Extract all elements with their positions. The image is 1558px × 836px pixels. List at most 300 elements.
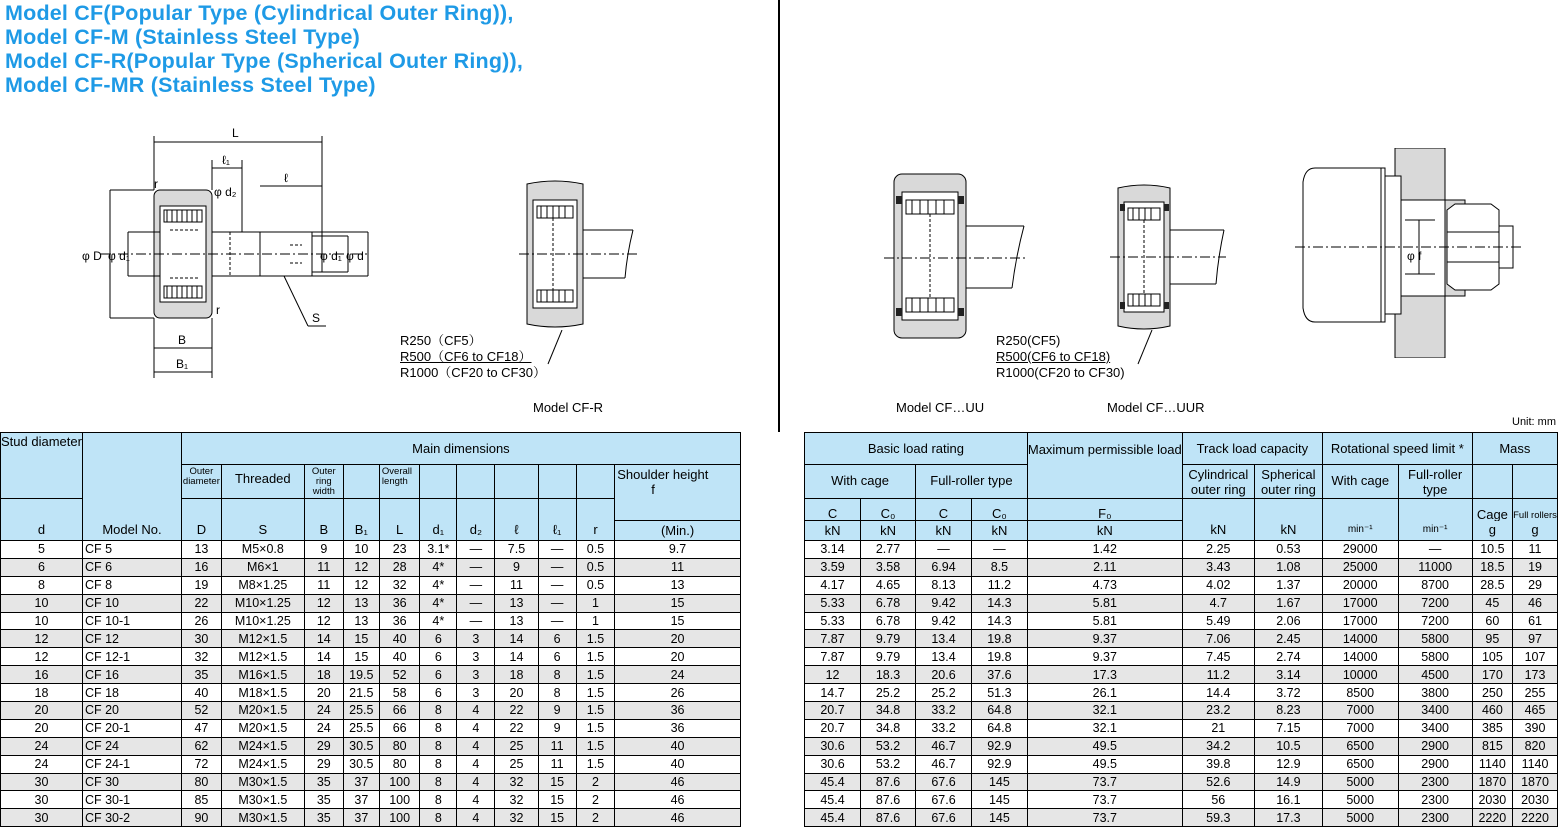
cell-F0: 9.37 (1027, 648, 1182, 666)
cell-C-cage: 20.7 (805, 719, 861, 737)
cell-B: 12 (304, 612, 343, 630)
cell-S: M18×1.5 (221, 684, 304, 702)
cell-model: CF 10 (82, 594, 181, 612)
cell-D: 72 (181, 755, 221, 773)
cell-D: 35 (181, 666, 221, 684)
cell-C-full: 6.94 (916, 558, 972, 576)
cell-L: 28 (379, 558, 419, 576)
cell-L: 40 (379, 648, 419, 666)
cell-D: 32 (181, 648, 221, 666)
cell-mass-full: 2220 (1513, 809, 1558, 827)
cell-F0: 73.7 (1027, 809, 1182, 827)
header-C-full: C (916, 499, 972, 521)
cell-l: 18 (495, 666, 538, 684)
header-spherical-outer-ring: Spherical outer ring (1254, 465, 1322, 499)
cell-r: 1.5 (576, 702, 614, 720)
cell-l: 9 (495, 558, 538, 576)
cell-C-cage: 12 (805, 666, 861, 684)
cell-model: CF 12 (82, 630, 181, 648)
cell-gap (740, 719, 804, 737)
cell-C-cage: 4.17 (805, 576, 861, 594)
cell-r: 1.5 (576, 737, 614, 755)
table-row (1, 719, 1558, 737)
cell-C-full: 9.42 (916, 612, 972, 630)
cell-L: 80 (379, 755, 419, 773)
cell-S: M12×1.5 (221, 648, 304, 666)
cell-S: M12×1.5 (221, 630, 304, 648)
cell-S: M30×1.5 (221, 809, 304, 827)
cell-stud-d: 6 (1, 558, 83, 576)
table-row (1, 630, 1558, 648)
header-C0-full: C₀ (971, 499, 1027, 521)
cell-d2: 3 (457, 648, 495, 666)
cell-F0: 49.5 (1027, 737, 1182, 755)
cell-l: 13 (495, 612, 538, 630)
cell-gap (740, 791, 804, 809)
cell-F0: 9.37 (1027, 630, 1182, 648)
cell-sph: 2.74 (1254, 648, 1322, 666)
cell-d2: 4 (457, 791, 495, 809)
table-row (1, 809, 1558, 827)
cell-speed-full: 7200 (1398, 594, 1472, 612)
header-r-blank2 (576, 499, 614, 521)
header-r-blank (576, 465, 614, 499)
radius-note-2b: R500(CF6 to CF18) (996, 349, 1111, 364)
cell-speed-full: 3400 (1398, 719, 1472, 737)
radius-note-2a: R250(CF5) (996, 333, 1061, 348)
cell-B: 29 (304, 737, 343, 755)
header-kN-5: kN (1027, 521, 1182, 541)
cell-f: 40 (615, 737, 741, 755)
cell-C0-full: 64.8 (971, 719, 1027, 737)
cell-d2: 4 (457, 809, 495, 827)
cell-mass-full: 390 (1513, 719, 1558, 737)
cell-C0-cage: 9.79 (861, 630, 916, 648)
cell-r: 1.5 (576, 666, 614, 684)
header-sym-B: B (304, 521, 343, 541)
cell-speed-cage: 14000 (1322, 630, 1398, 648)
cell-mass-cage: 105 (1472, 648, 1512, 666)
cell-d2: — (457, 576, 495, 594)
header-threaded: Threaded (221, 465, 304, 499)
cell-C-full: 9.42 (916, 594, 972, 612)
cell-C-cage: 45.4 (805, 809, 861, 827)
cell-d1: 8 (420, 755, 457, 773)
title-line-2: Model CF-M (Stainless Steel Type) (5, 25, 361, 49)
cell-d2: 4 (457, 719, 495, 737)
header-l-blank2 (495, 499, 538, 521)
table-row (1, 594, 1558, 612)
header-basic-load-rating: Basic load rating (805, 433, 1028, 465)
cell-model: CF 12-1 (82, 648, 181, 666)
cell-C-cage: 7.87 (805, 630, 861, 648)
cell-B1: 12 (343, 558, 379, 576)
cell-C-full: 67.6 (916, 809, 972, 827)
cell-mass-cage: 45 (1472, 594, 1512, 612)
cell-d2: 4 (457, 755, 495, 773)
mounting-drawing (1295, 148, 1525, 358)
cell-stud-d: 12 (1, 630, 83, 648)
cell-speed-cage: 20000 (1322, 576, 1398, 594)
cell-stud-d: 16 (1, 666, 83, 684)
cell-F0: 26.1 (1027, 684, 1182, 702)
cell-model: CF 20 (82, 702, 181, 720)
cell-d2: 4 (457, 702, 495, 720)
cell-f: 11 (615, 558, 741, 576)
cell-S: M8×1.25 (221, 576, 304, 594)
cell-B: 29 (304, 755, 343, 773)
cell-d1: 4* (420, 576, 457, 594)
cell-C-full: 33.2 (916, 702, 972, 720)
cell-S: M20×1.5 (221, 702, 304, 720)
cell-S: M24×1.5 (221, 755, 304, 773)
title-line-1: Model CF(Popular Type (Cylindrical Outer Ring)), (5, 1, 514, 25)
cell-r: 0.5 (576, 576, 614, 594)
dim-d2-label: φ d₂ (214, 185, 237, 199)
header-d1-blank (420, 465, 457, 499)
header-shoulder-height (615, 465, 741, 521)
table-row (1, 541, 1558, 559)
cell-stud-d: 8 (1, 576, 83, 594)
cell-mass-full: 19 (1513, 558, 1558, 576)
cell-L: 80 (379, 737, 419, 755)
cell-d1: 8 (420, 737, 457, 755)
cell-l1: 6 (538, 648, 576, 666)
header-stud-diameter: Stud diameter (1, 433, 83, 499)
header-d2-blank (457, 465, 495, 499)
cell-D: 19 (181, 576, 221, 594)
cell-C0-full: 8.5 (971, 558, 1027, 576)
cell-mass-full: 107 (1513, 648, 1558, 666)
cell-cyl: 7.06 (1182, 630, 1254, 648)
cell-C-full: 46.7 (916, 755, 972, 773)
cell-C-full: 13.4 (916, 630, 972, 648)
cell-mass-full: 11 (1513, 541, 1558, 559)
header-f-label: f (651, 482, 655, 497)
radius-note-1c: R1000（CF20 to CF30） (400, 365, 546, 380)
header-cage: Cage (1472, 499, 1512, 521)
cell-F0: 2.11 (1027, 558, 1182, 576)
cell-model: CF 30 (82, 773, 181, 791)
cell-l: 25 (495, 755, 538, 773)
cell-d1: 4* (420, 558, 457, 576)
cell-l: 14 (495, 648, 538, 666)
cell-C-full: 13.4 (916, 648, 972, 666)
cell-L: 40 (379, 630, 419, 648)
cell-S: M20×1.5 (221, 719, 304, 737)
cell-mass-full: 255 (1513, 684, 1558, 702)
cell-gap (740, 558, 804, 576)
cell-speed-cage: 8500 (1322, 684, 1398, 702)
cell-C-full: 67.6 (916, 791, 972, 809)
cell-C-full: 20.6 (916, 666, 972, 684)
cell-B1: 30.5 (343, 755, 379, 773)
cell-mass-cage: 2220 (1472, 809, 1512, 827)
cell-speed-full: 3800 (1398, 684, 1472, 702)
cell-f: 46 (615, 791, 741, 809)
header-outer-diameter: Outer diameter (181, 465, 221, 499)
cell-gap (740, 594, 804, 612)
header-F0: F₀ (1027, 499, 1182, 521)
cell-B: 14 (304, 630, 343, 648)
cell-r: 1.5 (576, 630, 614, 648)
cell-l1: 8 (538, 684, 576, 702)
cell-S: M30×1.5 (221, 773, 304, 791)
cell-l1: — (538, 541, 576, 559)
cell-C0-full: 14.3 (971, 612, 1027, 630)
cell-l1: — (538, 612, 576, 630)
cell-d1: 8 (420, 773, 457, 791)
cell-d1: 6 (420, 648, 457, 666)
cell-stud-d: 10 (1, 612, 83, 630)
cell-C0-cage: 2.77 (861, 541, 916, 559)
vertical-divider (778, 0, 780, 432)
cell-sph: 16.1 (1254, 791, 1322, 809)
dim-r-top-label: r (154, 177, 158, 191)
cell-f: 40 (615, 755, 741, 773)
unit-label: Unit: mm (1512, 416, 1556, 428)
header-full-roller-type: Full-roller type (916, 465, 1028, 499)
cell-speed-full: 2300 (1398, 773, 1472, 791)
cell-B1: 30.5 (343, 737, 379, 755)
cell-S: M10×1.25 (221, 594, 304, 612)
cell-stud-d: 30 (1, 773, 83, 791)
cell-r: 2 (576, 791, 614, 809)
cell-gap (740, 541, 804, 559)
table-row (1, 737, 1558, 755)
cell-B: 12 (304, 594, 343, 612)
cell-D: 40 (181, 684, 221, 702)
caption-cf-uur: Model CF…UUR (1107, 400, 1205, 415)
cell-speed-full: 7200 (1398, 612, 1472, 630)
header-l-blank (495, 465, 538, 499)
cell-B1: 25.5 (343, 702, 379, 720)
header-C-cage: C (805, 499, 861, 521)
cell-C0-full: 145 (971, 773, 1027, 791)
cell-d1: 4* (420, 612, 457, 630)
cell-stud-d: 12 (1, 648, 83, 666)
cell-d1: 3.1* (420, 541, 457, 559)
cell-l: 7.5 (495, 541, 538, 559)
radius-note-1b: R500（CF6 to CF18） (400, 349, 532, 364)
cell-C-cage: 14.7 (805, 684, 861, 702)
cell-C0-full: 145 (971, 791, 1027, 809)
cell-f: 13 (615, 576, 741, 594)
cell-D: 90 (181, 809, 221, 827)
cell-S: M10×1.25 (221, 612, 304, 630)
dim-B1-label: B₁ (176, 357, 189, 371)
cell-B: 11 (304, 576, 343, 594)
cell-d2: 4 (457, 737, 495, 755)
header-overall-length: Overall length (379, 465, 419, 499)
table-row (1, 612, 1558, 630)
header-model-blank (82, 433, 181, 521)
cell-cyl: 5.49 (1182, 612, 1254, 630)
cell-C-full: 8.13 (916, 576, 972, 594)
cell-l1: 6 (538, 630, 576, 648)
cell-l1: 15 (538, 791, 576, 809)
cell-gap (740, 666, 804, 684)
cell-mass-full: 465 (1513, 702, 1558, 720)
header-speed-full-roller: Full-roller type (1398, 465, 1472, 499)
cell-speed-cage: 6500 (1322, 737, 1398, 755)
dim-L-label: L (232, 126, 239, 140)
cell-L: 58 (379, 684, 419, 702)
cell-stud-d: 30 (1, 791, 83, 809)
cell-stud-d: 24 (1, 737, 83, 755)
cell-B: 35 (304, 773, 343, 791)
cell-B: 9 (304, 541, 343, 559)
cell-mass-full: 173 (1513, 666, 1558, 684)
cell-C0-cage: 25.2 (861, 684, 916, 702)
header-kN-2: kN (861, 521, 916, 541)
cell-B1: 21.5 (343, 684, 379, 702)
spec-table-body (1, 541, 1558, 827)
header-sph-blank (1254, 499, 1322, 521)
cell-C0-full: 64.8 (971, 702, 1027, 720)
cell-d2: — (457, 558, 495, 576)
cell-sph: 1.08 (1254, 558, 1322, 576)
header-g-1: g (1472, 521, 1512, 541)
cell-F0: 73.7 (1027, 791, 1182, 809)
cell-speed-full: 2300 (1398, 791, 1472, 809)
cell-C-cage: 20.7 (805, 702, 861, 720)
cell-mass-cage: 60 (1472, 612, 1512, 630)
header-mass-full-blank (1513, 465, 1558, 499)
cell-C0-cage: 3.58 (861, 558, 916, 576)
cell-mass-full: 61 (1513, 612, 1558, 630)
cell-d2: — (457, 612, 495, 630)
radius-notes-1 (400, 333, 546, 381)
cell-r: 1.5 (576, 755, 614, 773)
header-model-no: Model No. (82, 521, 181, 541)
cell-cyl: 11.2 (1182, 666, 1254, 684)
cell-C0-cage: 53.2 (861, 755, 916, 773)
header-d2-blank2 (457, 499, 495, 521)
header-sym-d2: d₂ (457, 521, 495, 541)
cell-speed-cage: 7000 (1322, 719, 1398, 737)
cell-sph: 17.3 (1254, 809, 1322, 827)
cell-F0: 1.42 (1027, 541, 1182, 559)
cell-F0: 5.81 (1027, 612, 1182, 630)
cell-sph: 2.45 (1254, 630, 1322, 648)
cell-B: 35 (304, 809, 343, 827)
cell-l1: 11 (538, 755, 576, 773)
cell-speed-full: 3400 (1398, 702, 1472, 720)
header-sym-S: S (221, 521, 304, 541)
cell-l: 32 (495, 773, 538, 791)
cell-cyl: 21 (1182, 719, 1254, 737)
cell-C0-full: 92.9 (971, 737, 1027, 755)
cell-model: CF 30-2 (82, 809, 181, 827)
header-S-blank (221, 499, 304, 521)
cell-B: 18 (304, 666, 343, 684)
cell-sph: 8.23 (1254, 702, 1322, 720)
table-row (1, 648, 1558, 666)
cell-F0: 32.1 (1027, 702, 1182, 720)
cell-l1: — (538, 594, 576, 612)
table-row (1, 773, 1558, 791)
cell-gap (740, 702, 804, 720)
cell-mass-cage: 28.5 (1472, 576, 1512, 594)
cell-gap (740, 809, 804, 827)
cell-l: 14 (495, 630, 538, 648)
cell-stud-d: 5 (1, 541, 83, 559)
cell-S: M6×1 (221, 558, 304, 576)
cell-F0: 5.81 (1027, 594, 1182, 612)
cell-C-full: 25.2 (916, 684, 972, 702)
cell-d2: — (457, 594, 495, 612)
cell-model: CF 10-1 (82, 612, 181, 630)
cell-D: 52 (181, 702, 221, 720)
cell-L: 36 (379, 612, 419, 630)
cell-cyl: 34.2 (1182, 737, 1254, 755)
cell-stud-d: 10 (1, 594, 83, 612)
cell-speed-cage: 7000 (1322, 702, 1398, 720)
cell-C-cage: 45.4 (805, 773, 861, 791)
cell-d2: — (457, 541, 495, 559)
cell-model: CF 20-1 (82, 719, 181, 737)
cell-r: 1.5 (576, 719, 614, 737)
cell-D: 62 (181, 737, 221, 755)
header-outer-ring-width: Outer ring width (304, 465, 343, 499)
cell-mass-full: 46 (1513, 594, 1558, 612)
cell-C-cage: 45.4 (805, 791, 861, 809)
cell-stud-d: 18 (1, 684, 83, 702)
cell-B1: 10 (343, 541, 379, 559)
cell-F0: 17.3 (1027, 666, 1182, 684)
header-full-rollers: Full rollers (1513, 499, 1558, 521)
cell-gap (740, 773, 804, 791)
header-sym-d1: d₁ (420, 521, 457, 541)
cell-B1: 12 (343, 576, 379, 594)
title-line-4: Model CF-MR (Stainless Steel Type) (5, 73, 376, 97)
cell-r: 2 (576, 773, 614, 791)
cell-r: 0.5 (576, 541, 614, 559)
cell-gap (740, 737, 804, 755)
cell-l1: 8 (538, 666, 576, 684)
cell-C0-full: 11.2 (971, 576, 1027, 594)
cell-f: 36 (615, 702, 741, 720)
header-mass-cage-blank (1472, 465, 1512, 499)
cell-model: CF 16 (82, 666, 181, 684)
header-kN-7: kN (1254, 521, 1322, 541)
cell-C-cage: 30.6 (805, 737, 861, 755)
cell-D: 22 (181, 594, 221, 612)
cell-C-cage: 5.33 (805, 612, 861, 630)
dim-r-bottom-label: r (216, 303, 220, 317)
cell-C0-cage: 87.6 (861, 773, 916, 791)
cell-f: 15 (615, 594, 741, 612)
cell-B: 14 (304, 648, 343, 666)
cell-speed-full: 11000 (1398, 558, 1472, 576)
cell-S: M5×0.8 (221, 541, 304, 559)
cf-uur-drawing (1108, 182, 1228, 332)
cell-speed-cage: 17000 (1322, 594, 1398, 612)
cell-F0: 49.5 (1027, 755, 1182, 773)
cell-cyl: 14.4 (1182, 684, 1254, 702)
cell-C-full: — (916, 541, 972, 559)
cell-stud-d: 24 (1, 755, 83, 773)
cell-l1: 15 (538, 809, 576, 827)
cell-sph: 1.37 (1254, 576, 1322, 594)
cell-f: 20 (615, 630, 741, 648)
cell-d2: 3 (457, 684, 495, 702)
cell-C-cage: 3.59 (805, 558, 861, 576)
cell-D: 30 (181, 630, 221, 648)
table-row (1, 702, 1558, 720)
header-kN-4: kN (971, 521, 1027, 541)
